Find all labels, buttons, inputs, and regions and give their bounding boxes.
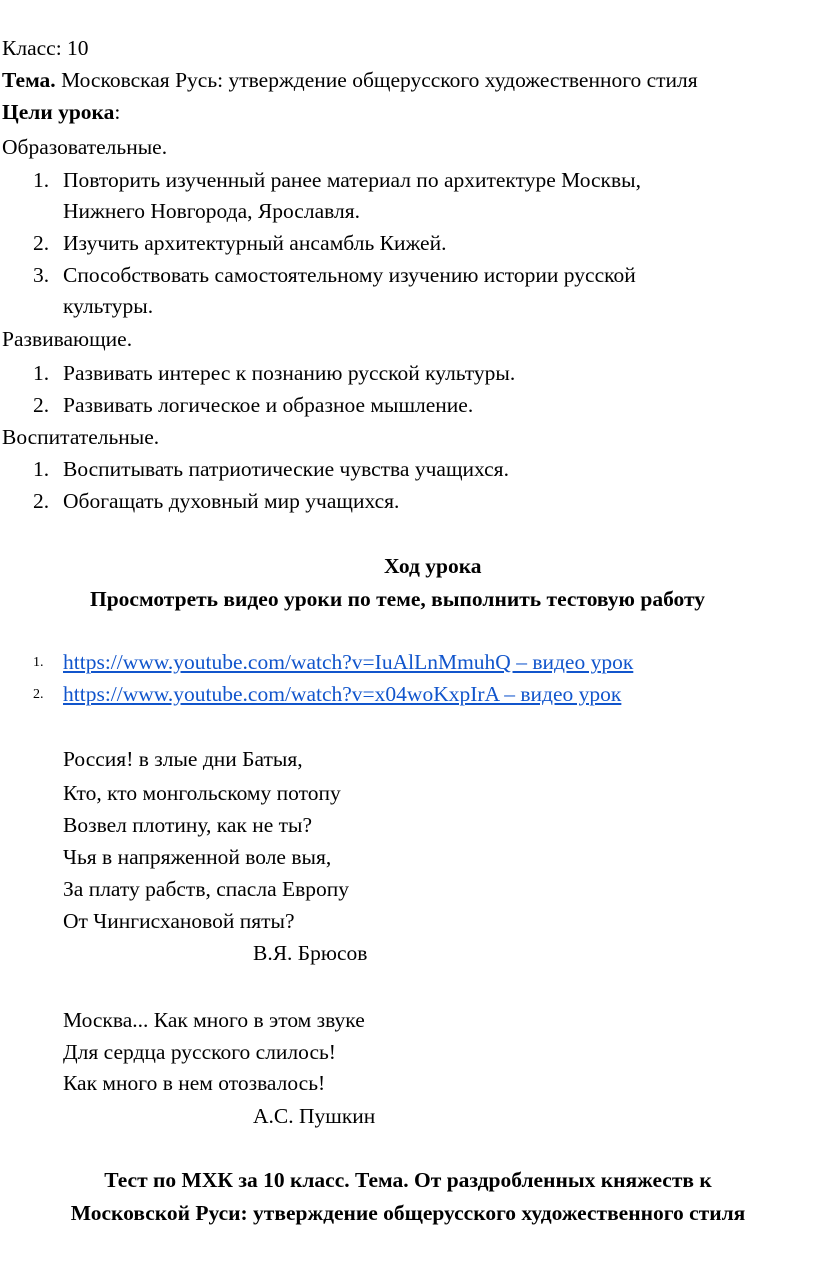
list-number: 1. bbox=[33, 361, 50, 385]
link-number: 1. bbox=[33, 655, 44, 670]
list-item-text: Изучить архитектурный ансамбль Кижей. bbox=[63, 231, 447, 255]
list-item-text: Обогащать духовный мир учащихся. bbox=[63, 489, 400, 513]
video-link-2[interactable]: https://www.youtube.com/watch?v=x04woKxpIrA – видео урок bbox=[63, 682, 622, 706]
list-item-text: Развивать логическое и образное мышление. bbox=[63, 393, 474, 417]
topic-line bbox=[2, 70, 698, 92]
poem-line: Россия! в злые дни Батыя, bbox=[63, 747, 303, 771]
class-line: Класс: 10 bbox=[2, 36, 89, 60]
goals-line bbox=[2, 102, 120, 124]
list-item-text: Развивать интерес к познанию русской культуры. bbox=[63, 361, 516, 385]
poem-line: Как много в нем отозвалось! bbox=[63, 1071, 326, 1095]
list-number: 2. bbox=[33, 231, 50, 255]
poem-author: В.Я. Брюсов bbox=[253, 941, 368, 965]
list-item-text: Нижнего Новгорода, Ярославля. bbox=[63, 199, 360, 223]
poem-line: Москва... Как много в этом звуке bbox=[63, 1008, 365, 1032]
poem-line: Для сердца русского слилось! bbox=[63, 1040, 336, 1064]
poem-line: Кто, кто монгольскому потопу bbox=[63, 781, 341, 805]
poem-author: А.С. Пушкин bbox=[253, 1104, 376, 1128]
educational-heading: Образовательные. bbox=[2, 135, 168, 159]
list-number: 1. bbox=[33, 457, 50, 481]
video-link-1[interactable]: https://www.youtube.com/watch?v=IuAlLnMmuhQ – видео урок bbox=[63, 650, 634, 674]
poem-line: Чья в напряженной воле выя, bbox=[63, 845, 332, 869]
test-title-line1: Тест по МХК за 10 класс. Тема. От раздробленных княжеств к bbox=[104, 1168, 712, 1192]
lesson-title: Ход урока bbox=[384, 554, 482, 578]
poem-line: За плату рабств, спасла Европу bbox=[63, 877, 350, 901]
topic-text: Московская Русь: утверждение общерусского художественного стиля bbox=[55, 68, 698, 92]
goals-label: Цели урока bbox=[2, 100, 115, 124]
link-number: 2. bbox=[33, 687, 44, 702]
list-item-text: Повторить изученный ранее материал по архитектуре Москвы, bbox=[63, 168, 641, 192]
developing-heading: Развивающие. bbox=[2, 327, 133, 351]
list-item-text: культуры. bbox=[63, 294, 154, 318]
test-title-line2: Московской Руси: утверждение общерусского художественного стиля bbox=[70, 1201, 746, 1225]
list-number: 2. bbox=[33, 393, 50, 417]
list-number: 1. bbox=[33, 168, 50, 192]
lesson-subtitle: Просмотреть видео уроки по теме, выполнить тестовую работу bbox=[90, 587, 706, 611]
upbringing-heading: Воспитательные. bbox=[2, 425, 160, 449]
topic-label: Тема. bbox=[2, 68, 56, 92]
goals-colon: : bbox=[114, 100, 121, 124]
list-number: 2. bbox=[33, 489, 50, 513]
list-item-text: Способствовать самостоятельному изучению истории русской bbox=[63, 263, 636, 287]
poem-line: От Чингисхановой пяты? bbox=[63, 909, 295, 933]
list-item-text: Воспитывать патриотические чувства учащихся. bbox=[63, 457, 509, 481]
poem-line: Возвел плотину, как не ты? bbox=[63, 813, 313, 837]
list-number: 3. bbox=[33, 263, 50, 287]
